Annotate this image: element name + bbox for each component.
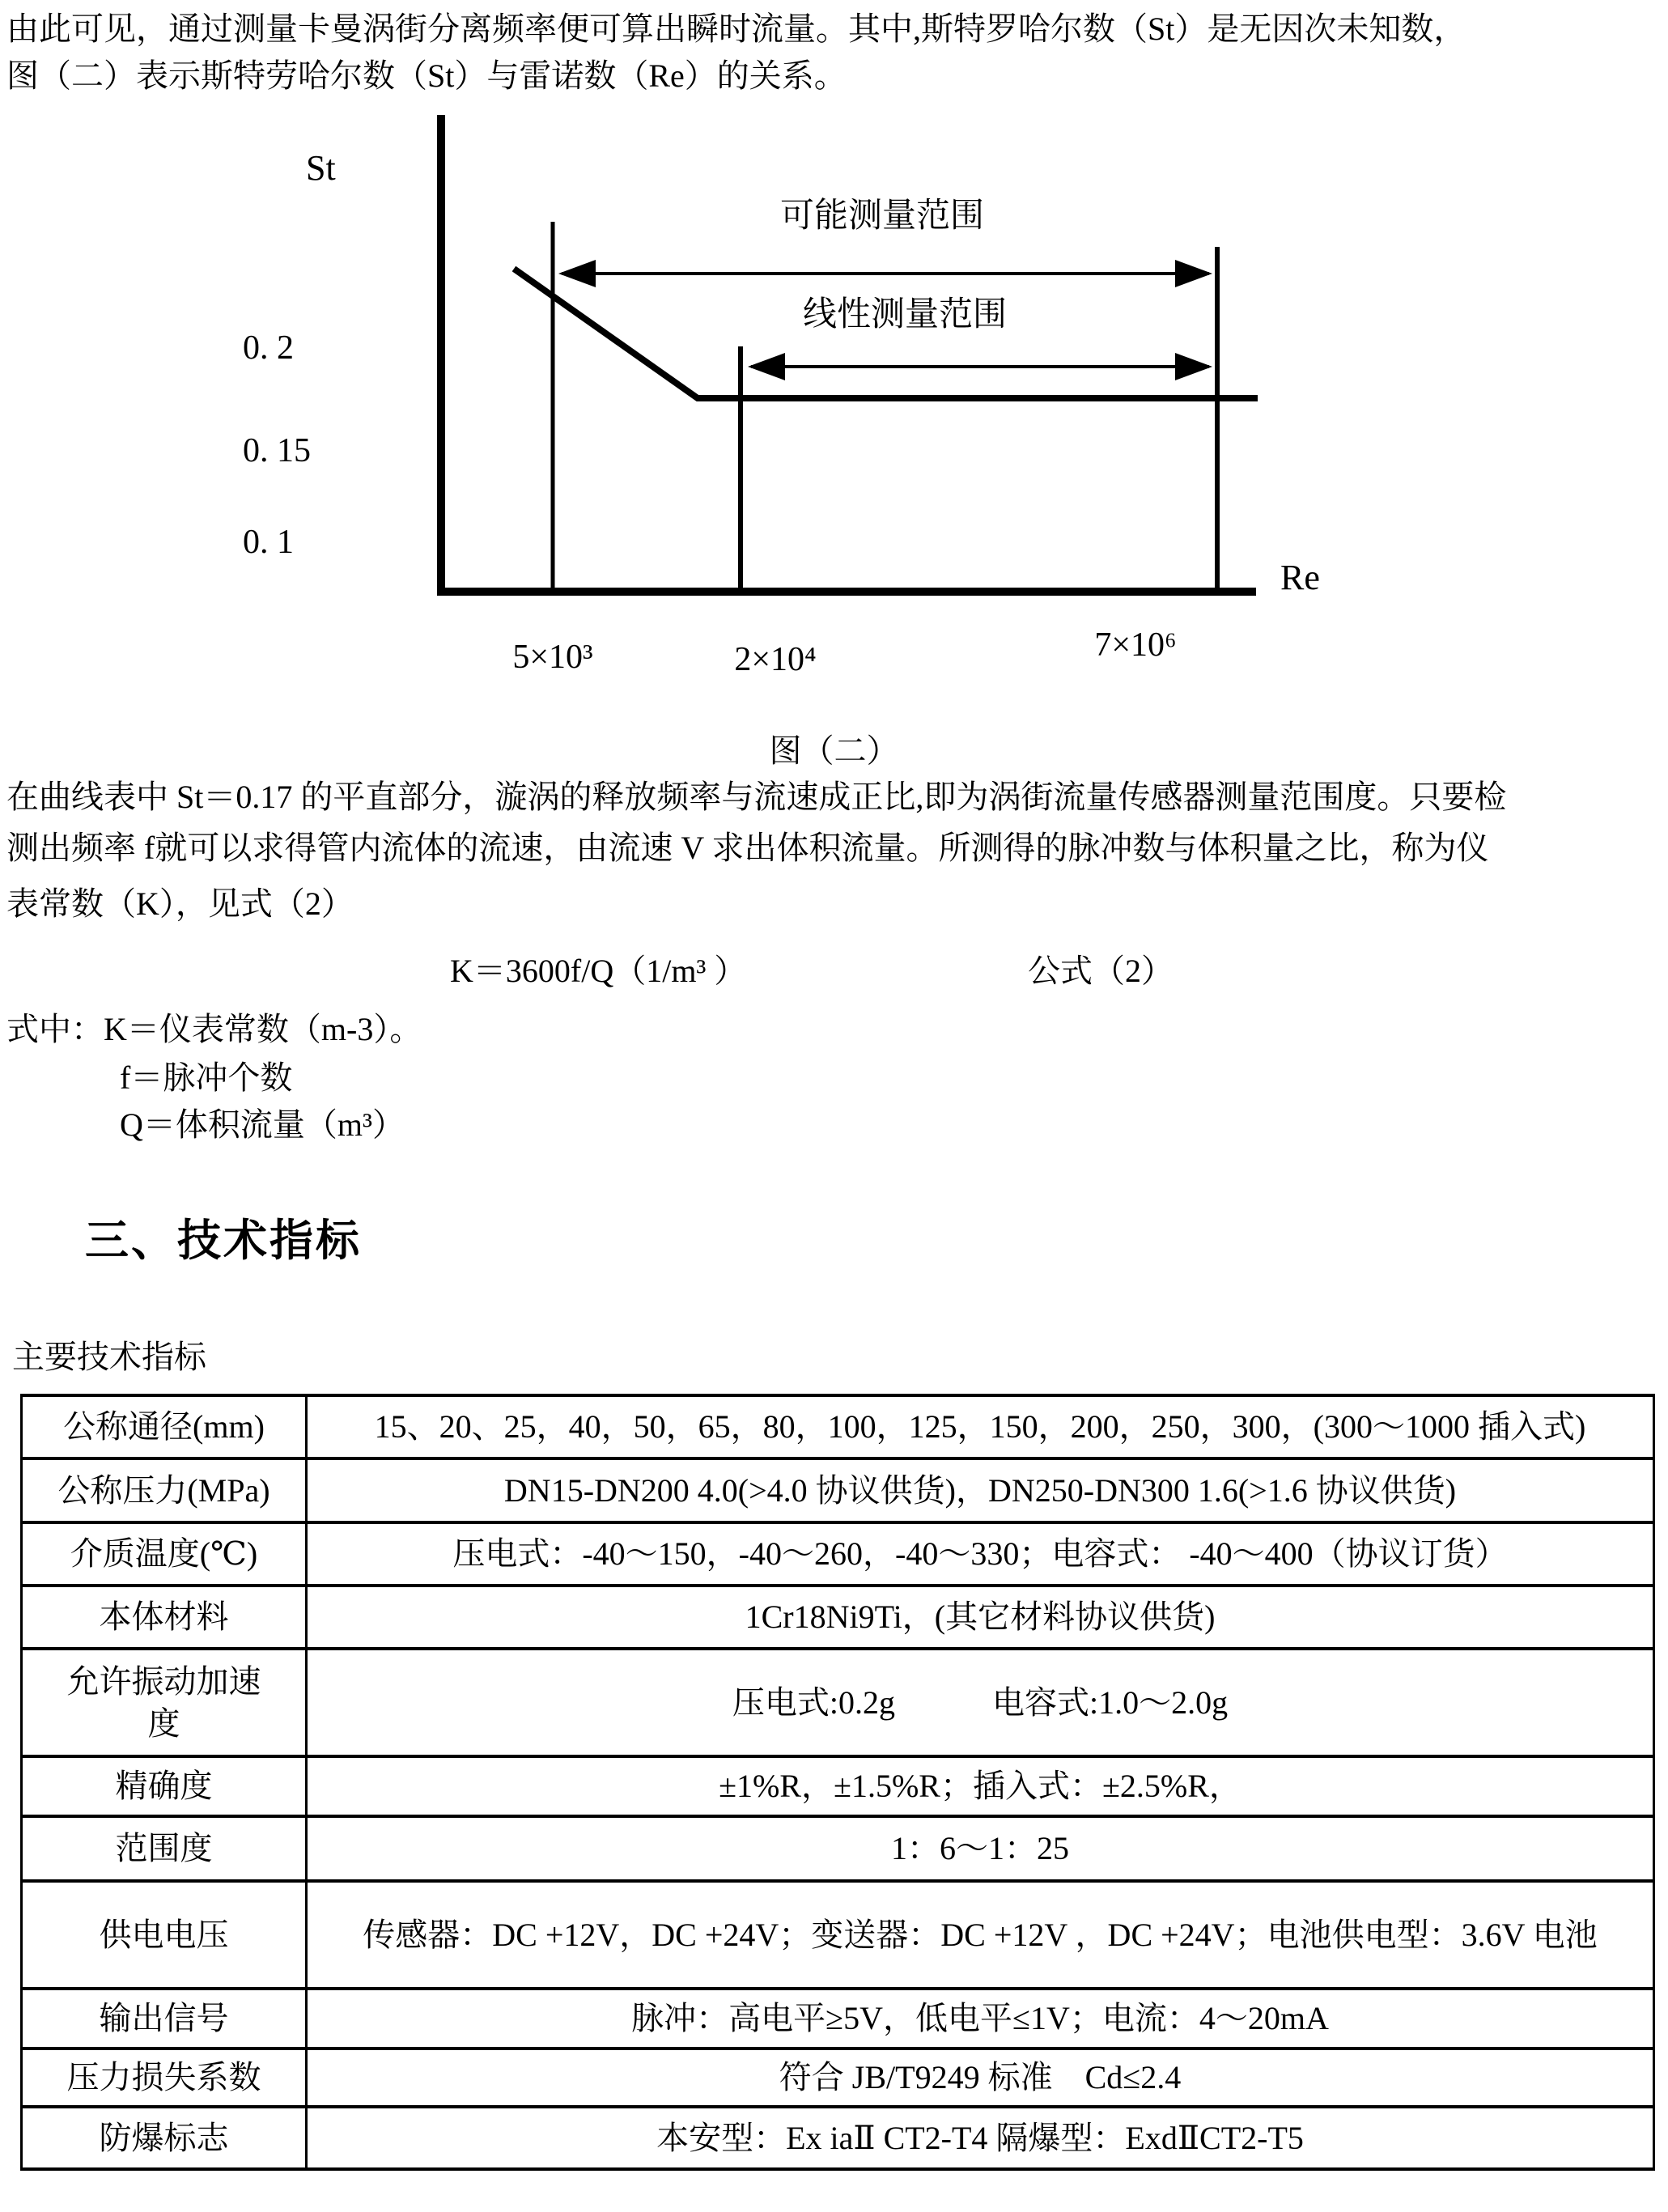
body-para-line-1: 在曲线表中 St＝0.17 的平直部分，漩涡的释放频率与流速成正比,即为涡街流量传感器测量范围度。只要检 [6,779,1507,815]
formula-tag: 公式（2） [1028,953,1174,989]
spec-label: 供电电压 [22,1881,307,1989]
spec-label: 本体材料 [22,1586,307,1649]
st-curve [514,269,1258,398]
spec-value: 15、20、25，40，50，65，80，100，125，150，200，250，300，(300～1000 插入式) [307,1395,1654,1458]
spec-label: 压力损失系数 [22,2049,307,2107]
spec-value: 1：6～1：25 [307,1816,1654,1881]
spec-label: 输出信号 [22,1989,307,2049]
x-tick-2e4: 2×10⁴ [734,641,817,678]
intro-line-2: 图（二）表示斯特劳哈尔数（St）与雷诺数（Re）的关系。 [6,57,847,94]
spec-value: 本安型：Ex iaⅡ CT2-T4 隔爆型：ExdⅡCT2-T5 [307,2107,1654,2169]
figure-caption: 图（二） [769,732,899,769]
spec-label: 精确度 [22,1756,307,1816]
body-para-line-2: 测出频率 f就可以求得管内流体的流速，由流速 V 求出体积流量。所测得的脉冲数与体积量之比，称为仪 [6,830,1489,866]
table-intro: 主要技术指标 [12,1339,206,1375]
x-axis-label: Re [1280,558,1320,597]
spec-label: 防爆标志 [22,2107,307,2169]
table-row [22,1881,1654,1989]
body-para-line-3: 表常数（K），见式（2） [6,885,354,922]
intro-line-1: 由此可见，通过测量卡曼涡街分离频率便可算出瞬时流量。其中,斯特罗哈尔数（St）是无因次未知数， [6,11,1466,47]
y-tick-0-2: 0. 2 [243,329,294,367]
definition-k: 式中：K＝仪表常数（m-3）。 [6,1011,422,1047]
table-row [22,1458,1654,1522]
spec-label: 允许振动加速度 [22,1649,307,1756]
table-row [22,1522,1654,1586]
spec-table [20,1394,1655,2171]
possible-range-label: 可能测量范围 [779,197,985,235]
spec-value: 符合 JB/T9249 标准 Cd≤2.4 [307,2049,1654,2107]
table-row [22,2107,1654,2169]
x-tick-7e6: 7×10⁶ [1094,626,1177,664]
table-row [22,1586,1654,1649]
table-row [22,1756,1654,1816]
spec-value: 压电式:0.2g 电容式:1.0～2.0g [307,1649,1654,1756]
section-heading: 三、技术指标 [85,1216,362,1265]
y-tick-0-1: 0. 1 [243,524,294,561]
definition-q: Q＝体积流量（m³） [120,1106,405,1143]
spec-value: 脉冲：高电平≥5V，低电平≤1V；电流：4～20mA [307,1989,1654,2049]
spec-value: 1Cr18Ni9Ti，(其它材料协议供货) [307,1586,1654,1649]
table-row [22,1395,1654,1458]
x-tick-5e3: 5×10³ [512,639,593,676]
spec-value: ±1%R，±1.5%R；插入式：±2.5%R， [307,1756,1654,1816]
st-re-diagram [0,65,1416,688]
table-row [22,1989,1654,2049]
spec-value: 传感器：DC +12V，DC +24V；变送器：DC +12V ，DC +24V；电池供电型：3.6V 电池 [307,1881,1654,1989]
definition-f: f＝脉冲个数 [120,1059,293,1096]
y-tick-0-15: 0. 15 [243,432,311,469]
spec-label: 公称压力(MPa) [22,1458,307,1522]
spec-label: 范围度 [22,1816,307,1881]
formula-k: K＝3600f/Q（1/m³ ） [450,953,747,989]
y-axis-label: St [306,148,336,188]
table-row [22,2049,1654,2107]
spec-label: 介质温度(℃) [22,1522,307,1586]
spec-value: DN15-DN200 4.0(>4.0 协议供货)，DN250-DN300 1.6(>1.6 协议供货) [307,1458,1654,1522]
spec-label: 公称通径(mm) [22,1395,307,1458]
table-row [22,1816,1654,1881]
table-row [22,1649,1654,1756]
linear-range-label: 线性测量范围 [802,296,1008,333]
spec-value: 压电式：-40～150，-40～260，-40～330；电容式： -40～400（协议订货） [307,1522,1654,1586]
